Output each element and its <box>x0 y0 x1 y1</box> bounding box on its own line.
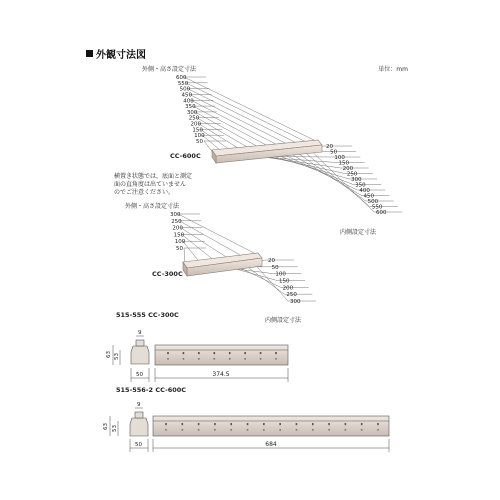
cc300-inner-label: 内側設定寸法 <box>265 317 302 324</box>
cc300-outer-value: 200 <box>172 225 183 232</box>
cc600-inner-value: 450 <box>363 193 374 200</box>
drawing2-title: 515-556-2 CC-600C <box>116 386 187 394</box>
cc600-outer-value: 400 <box>183 98 194 105</box>
scale-mark <box>213 352 215 354</box>
cc600-inner-value: 350 <box>355 182 366 189</box>
scale-mark <box>230 423 232 425</box>
cc600-outer-value: 500 <box>179 86 191 93</box>
scale-mark <box>263 423 265 425</box>
scale-mark <box>312 429 314 431</box>
scale-mark <box>345 429 347 431</box>
scale-mark <box>275 358 277 360</box>
cc300-outer-value: 50 <box>176 246 183 252</box>
drawing-cc300 <box>106 311 288 382</box>
scale-mark <box>167 358 169 360</box>
scale-mark <box>328 429 330 431</box>
scale-mark <box>229 358 231 360</box>
scale-mark <box>183 352 185 354</box>
cc300-inner-value: 50 <box>271 264 279 271</box>
cc600-outer-value: 200 <box>190 121 202 128</box>
cc300-model: CC-300C <box>152 270 183 278</box>
scale-mark <box>263 429 265 431</box>
cc600-note-2: 面の直角度は出ていません <box>114 181 187 188</box>
cc300-outer-leader <box>183 241 200 262</box>
scale-mark <box>361 423 363 425</box>
drawing1-height-a: 63 <box>106 351 112 358</box>
drawing1-height-c: 9 <box>138 330 142 336</box>
cc600-outer-value: 350 <box>185 104 196 111</box>
scale-mark <box>279 429 281 431</box>
cc300-inner-value: 20 <box>268 258 275 264</box>
cc300-outer-value: 150 <box>173 232 185 239</box>
cc300-outer-value: 250 <box>171 218 182 225</box>
cc600-outer-value: 100 <box>194 133 205 140</box>
cc300-outer-values <box>170 212 186 252</box>
cc600-outer-value: 150 <box>192 127 203 134</box>
cc600-outer-value: 300 <box>186 109 198 116</box>
cc600-outer-value: 600 <box>176 75 187 81</box>
scale-mark <box>328 423 330 425</box>
scale-mark <box>377 423 379 425</box>
cc600-inner-value: 400 <box>359 188 370 194</box>
drawing2-end-view <box>130 412 148 436</box>
cc600-model: CC-600C <box>170 152 201 160</box>
drawing1-end-view <box>131 340 149 364</box>
cc600-view <box>114 65 402 239</box>
cc300-outer-leader <box>179 221 243 257</box>
drawing2-side-view <box>153 416 389 436</box>
scale-mark <box>260 358 262 360</box>
scale-mark <box>198 423 200 425</box>
scale-mark <box>230 429 232 431</box>
scale-mark <box>361 429 363 431</box>
scale-mark <box>214 423 216 425</box>
cc300-inner-value: 150 <box>279 278 290 285</box>
scale-mark <box>198 429 200 431</box>
drawing1-side-view <box>155 345 288 365</box>
cc600-inner-value: 300 <box>351 177 362 183</box>
scale-mark <box>247 429 249 431</box>
cc600-note-3: のでご注意ください。 <box>114 189 175 196</box>
cc600-outer-leader <box>199 124 243 151</box>
cc300-outer-value: 100 <box>174 239 186 246</box>
scale-mark <box>345 423 347 425</box>
cc600-inner-value: 600 <box>376 210 387 216</box>
scale-mark <box>165 423 167 425</box>
scale-mark <box>167 352 169 354</box>
drawing2-length: 684 <box>265 441 277 448</box>
scale-mark <box>165 429 167 431</box>
cc600-inner-value: 50 <box>330 149 338 156</box>
cc600-outer-value: 450 <box>181 92 192 99</box>
scale-mark <box>214 429 216 431</box>
scale-mark <box>244 352 246 354</box>
scale-mark <box>312 423 314 425</box>
cc300-inner-value: 200 <box>282 285 294 292</box>
cc600-outer-leader <box>195 112 261 149</box>
scale-mark <box>296 423 298 425</box>
drawing1-width: 50 <box>136 372 143 378</box>
cc600-outer-value: 550 <box>177 80 189 87</box>
cc600-inner-value: 250 <box>346 171 358 178</box>
cc600-bar <box>212 140 322 163</box>
cc300-view <box>125 202 316 324</box>
drawing2-width: 50 <box>135 442 142 448</box>
drawing-cc600 <box>103 386 389 452</box>
scale-mark <box>275 352 277 354</box>
unit-label: 単位：mm <box>378 66 408 73</box>
cc300-outer-label: 外側・高さ設定寸法 <box>125 203 180 210</box>
cc600-outer-value: 50 <box>196 139 203 145</box>
scale-mark <box>198 352 200 354</box>
scale-mark <box>377 429 379 431</box>
cc600-inner-value: 550 <box>371 204 383 211</box>
cc600-note-1: 横置き状態では，底面と測定 <box>114 173 193 180</box>
scale-mark <box>229 352 231 354</box>
cc300-outer-value: 300 <box>170 212 181 218</box>
cc300-outer-leader <box>180 228 228 259</box>
cc300-inner-value: 300 <box>290 299 301 305</box>
scale-mark <box>182 423 184 425</box>
cc600-outer-label: 外側・高さ設定寸法 <box>142 66 197 73</box>
scale-mark <box>296 429 298 431</box>
drawing1-height-b: 53 <box>114 353 120 360</box>
scale-mark <box>213 358 215 360</box>
drawing2-height-a: 63 <box>103 423 109 430</box>
cc300-inner-value: 250 <box>286 292 297 299</box>
scale-mark <box>183 358 185 360</box>
scale-mark <box>247 423 249 425</box>
scale-mark <box>198 358 200 360</box>
drawing1-title: 515-555 CC-300C <box>116 311 179 319</box>
cc300-outer-leader <box>182 234 215 260</box>
cc600-inner-value: 20 <box>326 144 333 150</box>
drawing1-length: 374.5 <box>212 371 230 378</box>
cc600-inner-value: 500 <box>367 199 379 205</box>
cc600-inner-value: 150 <box>338 160 349 167</box>
cc600-inner-label: 内側設定寸法 <box>340 229 377 236</box>
cc600-inner-value: 200 <box>342 166 354 172</box>
scale-mark <box>279 423 281 425</box>
drawing2-height-b: 53 <box>112 425 118 432</box>
drawing2-height-c: 9 <box>137 402 141 408</box>
cc600-inner-value: 100 <box>334 155 345 161</box>
scale-mark <box>182 429 184 431</box>
cc300-inner-values <box>268 258 301 305</box>
section-title: 外観寸法図 <box>96 50 146 61</box>
cc600-outer-value: 250 <box>188 115 200 122</box>
cc300-inner-value: 100 <box>275 271 286 278</box>
scale-mark <box>260 352 262 354</box>
scale-mark <box>244 358 246 360</box>
